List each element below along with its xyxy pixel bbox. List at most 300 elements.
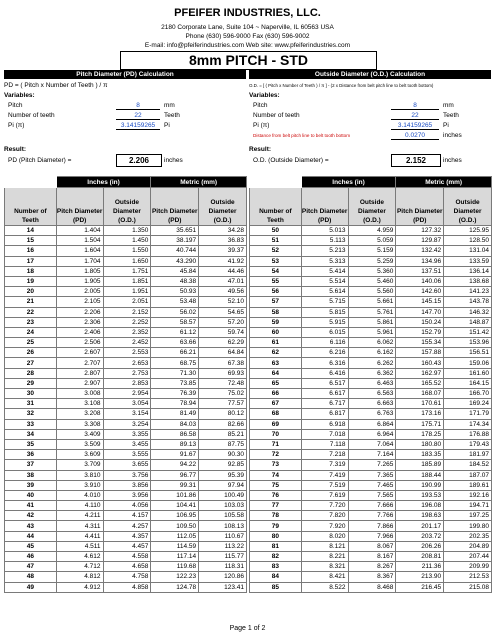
value-cell: 6.316: [301, 358, 348, 368]
value-cell: 5.159: [348, 246, 396, 256]
value-cell: 3.455: [103, 439, 151, 449]
teeth-cell: 81: [250, 541, 302, 551]
value-cell: 192.16: [444, 490, 492, 500]
value-cell: 3.856: [103, 480, 151, 490]
table-row: [5, 307, 247, 317]
value-cell: 3.555: [103, 450, 151, 460]
teeth-cell: 76: [250, 490, 302, 500]
teeth-cell: 20: [5, 287, 57, 297]
teeth-cell: 57: [250, 297, 302, 307]
value-cell: 95.39: [199, 470, 247, 480]
teeth-cell: 59: [250, 317, 302, 327]
value-cell: 133.59: [444, 256, 492, 266]
table-row: [5, 552, 247, 562]
value-cell: 2.005: [56, 287, 103, 297]
od-distance-value[interactable]: 0.0270: [391, 132, 439, 140]
value-cell: 164.15: [444, 378, 492, 388]
teeth-cell: 27: [5, 358, 57, 368]
value-cell: 215.08: [444, 582, 492, 592]
value-cell: 94.22: [151, 460, 199, 470]
value-cell: 7.866: [348, 521, 396, 531]
value-cell: 137.51: [396, 266, 444, 276]
value-cell: 8.167: [348, 552, 396, 562]
value-cell: 185.89: [396, 460, 444, 470]
inches-header: Inches (in): [301, 177, 396, 188]
table-row: [5, 490, 247, 500]
value-cell: 78.94: [151, 399, 199, 409]
value-cell: 2.152: [103, 307, 151, 317]
value-cell: 208.81: [396, 552, 444, 562]
value-cell: 181.97: [444, 450, 492, 460]
inches-header: Inches (in): [56, 177, 151, 188]
value-cell: 57.20: [199, 317, 247, 327]
value-cell: 123.41: [199, 582, 247, 592]
value-cell: 7.465: [348, 480, 396, 490]
value-cell: 90.30: [199, 450, 247, 460]
value-cell: 8.321: [301, 562, 348, 572]
pd-calc-panel: [4, 80, 246, 170]
pd-pitch-unit: mm: [164, 102, 175, 109]
value-cell: 2.452: [103, 338, 151, 348]
value-cell: 155.34: [396, 338, 444, 348]
value-cell: 4.311: [56, 521, 103, 531]
value-cell: 6.116: [301, 338, 348, 348]
company-phone: Phone (630) 596-9000 Fax (630) 596-9002: [185, 33, 310, 40]
teeth-cell: 70: [250, 429, 302, 439]
value-cell: 5.313: [301, 256, 348, 266]
value-cell: 3.154: [103, 409, 151, 419]
value-cell: 75.02: [199, 389, 247, 399]
value-cell: 4.511: [56, 541, 103, 551]
metric-header: Metric (mm): [151, 177, 247, 188]
value-cell: 142.60: [396, 287, 444, 297]
value-cell: 40.744: [151, 246, 199, 256]
value-cell: 202.35: [444, 531, 492, 541]
teeth-cell: 30: [5, 389, 57, 399]
table-row: [5, 276, 247, 286]
teeth-cell: 74: [250, 470, 302, 480]
value-cell: 58.57: [151, 317, 199, 327]
teeth-cell: 40: [5, 490, 57, 500]
value-cell: 148.87: [444, 317, 492, 327]
value-cell: 4.658: [103, 562, 151, 572]
table-row: [250, 226, 492, 236]
value-cell: 103.03: [199, 501, 247, 511]
value-cell: 187.07: [444, 470, 492, 480]
value-cell: 7.820: [301, 511, 348, 521]
table-row: [5, 480, 247, 490]
pd-pitch-label: Pitch: [8, 102, 23, 109]
value-cell: 157.88: [396, 348, 444, 358]
od-pitch-label: Pitch: [253, 102, 268, 109]
teeth-cell: 44: [5, 531, 57, 541]
value-cell: 4.257: [103, 521, 151, 531]
value-cell: 134.96: [396, 256, 444, 266]
value-cell: 183.35: [396, 450, 444, 460]
value-cell: 38.197: [151, 236, 199, 246]
teeth-cell: 80: [250, 531, 302, 541]
value-cell: 211.36: [396, 562, 444, 572]
value-cell: 62.29: [199, 338, 247, 348]
value-cell: 3.308: [56, 419, 103, 429]
value-cell: 6.463: [348, 378, 396, 388]
table-row: [5, 419, 247, 429]
value-cell: 2.753: [103, 368, 151, 378]
table-row: [5, 470, 247, 480]
value-cell: 1.450: [103, 236, 151, 246]
teeth-cell: 61: [250, 338, 302, 348]
teeth-column-header: Number of Teeth: [250, 188, 302, 226]
value-cell: 131.04: [444, 246, 492, 256]
value-cell: 6.216: [301, 348, 348, 358]
value-cell: 6.617: [301, 389, 348, 399]
value-cell: 5.113: [301, 236, 348, 246]
teeth-cell: 62: [250, 348, 302, 358]
value-cell: 207.44: [444, 552, 492, 562]
value-cell: 5.761: [348, 307, 396, 317]
value-cell: 132.42: [396, 246, 444, 256]
value-cell: 3.254: [103, 419, 151, 429]
value-cell: 150.24: [396, 317, 444, 327]
value-cell: 7.619: [301, 490, 348, 500]
value-cell: 4.758: [103, 572, 151, 582]
value-cell: 5.560: [348, 287, 396, 297]
value-cell: 152.79: [396, 327, 444, 337]
teeth-cell: 83: [250, 562, 302, 572]
table-row: [250, 368, 492, 378]
value-cell: 5.213: [301, 246, 348, 256]
od-pi-label: Pi (π): [253, 122, 270, 129]
value-cell: 190.99: [396, 480, 444, 490]
value-cell: 3.355: [103, 429, 151, 439]
value-cell: 5.961: [348, 327, 396, 337]
value-cell: 4.612: [56, 552, 103, 562]
value-cell: 84.03: [151, 419, 199, 429]
teeth-cell: 75: [250, 480, 302, 490]
value-cell: 89.13: [151, 439, 199, 449]
value-cell: 174.34: [444, 419, 492, 429]
value-cell: 5.514: [301, 276, 348, 286]
teeth-cell: 26: [5, 348, 57, 358]
value-cell: 178.25: [396, 429, 444, 439]
od-mm-column-header: Outside Diameter (O.D.): [444, 188, 492, 226]
value-cell: 45.84: [151, 266, 199, 276]
table-row: [5, 501, 247, 511]
value-cell: 6.864: [348, 419, 396, 429]
table-row: [5, 368, 247, 378]
value-cell: 145.15: [396, 297, 444, 307]
pd-teeth-value[interactable]: 22: [116, 112, 160, 120]
value-cell: 4.056: [103, 501, 151, 511]
value-cell: 4.157: [103, 511, 151, 521]
page-number: Page 1 of 2: [229, 625, 266, 632]
value-cell: 7.164: [348, 450, 396, 460]
value-cell: 118.31: [199, 562, 247, 572]
value-cell: 120.86: [199, 572, 247, 582]
table-row: [250, 582, 492, 592]
value-cell: 7.720: [301, 501, 348, 511]
teeth-cell: 58: [250, 307, 302, 317]
value-cell: 129.87: [396, 236, 444, 246]
value-cell: 161.60: [444, 368, 492, 378]
value-cell: 6.663: [348, 399, 396, 409]
pd-pi-label: Pi (π): [8, 122, 25, 129]
table-row: [250, 450, 492, 460]
value-cell: 109.50: [151, 521, 199, 531]
value-cell: 204.89: [444, 541, 492, 551]
teeth-cell: 22: [5, 307, 57, 317]
value-cell: 193.53: [396, 490, 444, 500]
table-row: [5, 266, 247, 276]
table-row: [250, 246, 492, 256]
table-row: [250, 389, 492, 399]
value-cell: 99.31: [151, 480, 199, 490]
teeth-cell: 73: [250, 460, 302, 470]
value-cell: 34.28: [199, 226, 247, 236]
value-cell: 8.421: [301, 572, 348, 582]
value-cell: 6.015: [301, 327, 348, 337]
value-cell: 5.915: [301, 317, 348, 327]
table-row: [5, 389, 247, 399]
value-cell: 199.80: [444, 521, 492, 531]
table-row: [5, 450, 247, 460]
value-cell: 2.105: [56, 297, 103, 307]
teeth-cell: 35: [5, 439, 57, 449]
value-cell: 8.468: [348, 582, 396, 592]
value-cell: 165.52: [396, 378, 444, 388]
od-pi-unit: Pi: [443, 122, 449, 129]
value-cell: 7.118: [301, 439, 348, 449]
table-row: [250, 552, 492, 562]
value-cell: 2.406: [56, 327, 103, 337]
od-pitch-value[interactable]: 8: [391, 102, 439, 110]
teeth-cell: 79: [250, 521, 302, 531]
value-cell: 4.959: [348, 226, 396, 236]
value-cell: 6.362: [348, 368, 396, 378]
value-cell: 108.13: [199, 521, 247, 531]
pd-pi-value: 3.14159265: [116, 122, 160, 130]
od-result-label: Result:: [249, 146, 272, 153]
value-cell: 3.756: [103, 470, 151, 480]
value-cell: 5.414: [301, 266, 348, 276]
table-row: [250, 531, 492, 541]
value-cell: 1.504: [56, 236, 103, 246]
table-row: [5, 572, 247, 582]
value-cell: 7.666: [348, 501, 396, 511]
table-row: [5, 226, 247, 236]
table-row: [5, 236, 247, 246]
pd-pitch-value[interactable]: 8: [116, 102, 160, 110]
value-cell: 6.162: [348, 348, 396, 358]
table-row: [250, 327, 492, 337]
teeth-cell: 39: [5, 480, 57, 490]
value-cell: 43.290: [151, 256, 199, 266]
value-cell: 6.717: [301, 399, 348, 409]
value-cell: 5.259: [348, 256, 396, 266]
value-cell: 1.350: [103, 226, 151, 236]
value-cell: 81.49: [151, 409, 199, 419]
value-cell: 8.221: [301, 552, 348, 562]
pd-teeth-label: Number of teeth: [8, 112, 55, 119]
teeth-cell: 16: [5, 246, 57, 256]
table-row: [5, 246, 247, 256]
value-cell: 5.614: [301, 287, 348, 297]
value-cell: 175.71: [396, 419, 444, 429]
table-row: [250, 490, 492, 500]
value-cell: 105.58: [199, 511, 247, 521]
table-row: [250, 317, 492, 327]
teeth-cell: 84: [250, 572, 302, 582]
value-cell: 198.63: [396, 511, 444, 521]
od-teeth-unit: Teeth: [443, 112, 459, 119]
value-cell: 188.44: [396, 470, 444, 480]
value-cell: 122.23: [151, 572, 199, 582]
value-cell: 213.90: [396, 572, 444, 582]
value-cell: 8.067: [348, 541, 396, 551]
value-cell: 71.30: [151, 368, 199, 378]
value-cell: 1.851: [103, 276, 151, 286]
teeth-cell: 69: [250, 419, 302, 429]
teeth-cell: 29: [5, 378, 57, 388]
teeth-cell: 32: [5, 409, 57, 419]
value-cell: 7.966: [348, 531, 396, 541]
teeth-cell: 71: [250, 439, 302, 449]
value-cell: 59.74: [199, 327, 247, 337]
table-row: [250, 348, 492, 358]
value-cell: 7.766: [348, 511, 396, 521]
pd-in-column-header: Pitch Diameter (PD): [301, 188, 348, 226]
teeth-cell: 43: [5, 521, 57, 531]
teeth-cell: 19: [5, 276, 57, 286]
table-row: [250, 358, 492, 368]
value-cell: 100.49: [199, 490, 247, 500]
teeth-cell: 52: [250, 246, 302, 256]
teeth-cell: 63: [250, 358, 302, 368]
pd-teeth-unit: Teeth: [164, 112, 180, 119]
value-cell: 189.61: [444, 480, 492, 490]
value-cell: 2.306: [56, 317, 103, 327]
value-cell: 171.79: [444, 409, 492, 419]
value-cell: 35.651: [151, 226, 199, 236]
od-teeth-value[interactable]: 22: [391, 112, 439, 120]
blank-header-cell: [5, 177, 57, 188]
pd-result-value: 2.206: [116, 154, 162, 167]
value-cell: 106.95: [151, 511, 199, 521]
value-cell: 48.38: [151, 276, 199, 286]
value-cell: 169.24: [444, 399, 492, 409]
value-cell: 7.565: [348, 490, 396, 500]
value-cell: 143.78: [444, 297, 492, 307]
value-cell: 41.92: [199, 256, 247, 266]
value-cell: 110.67: [199, 531, 247, 541]
od-in-column-header: Outside Diameter (O.D.): [103, 188, 151, 226]
value-cell: 6.918: [301, 419, 348, 429]
teeth-cell: 17: [5, 256, 57, 266]
value-cell: 1.805: [56, 266, 103, 276]
teeth-cell: 64: [250, 368, 302, 378]
table-row: [250, 378, 492, 388]
value-cell: 7.018: [301, 429, 348, 439]
value-cell: 39.37: [199, 246, 247, 256]
value-cell: 151.42: [444, 327, 492, 337]
od-teeth-label: Number of teeth: [253, 112, 300, 119]
value-cell: 2.553: [103, 348, 151, 358]
teeth-cell: 53: [250, 256, 302, 266]
teeth-cell: 41: [5, 501, 57, 511]
teeth-cell: 46: [5, 552, 57, 562]
value-cell: 104.41: [151, 501, 199, 511]
value-cell: 112.05: [151, 531, 199, 541]
pd-result-name: PD (Pitch Diameter) =: [8, 157, 72, 164]
value-cell: 2.051: [103, 297, 151, 307]
teeth-cell: 50: [250, 226, 302, 236]
value-cell: 179.43: [444, 439, 492, 449]
table-row: [5, 541, 247, 551]
value-cell: 8.121: [301, 541, 348, 551]
pd-mm-column-header: Pitch Diameter (PD): [396, 188, 444, 226]
value-cell: 136.14: [444, 266, 492, 276]
teeth-cell: 49: [5, 582, 57, 592]
value-cell: 53.48: [151, 297, 199, 307]
value-cell: 8.522: [301, 582, 348, 592]
value-cell: 4.110: [56, 501, 103, 511]
value-cell: 2.206: [56, 307, 103, 317]
teeth-cell: 21: [5, 297, 57, 307]
value-cell: 3.655: [103, 460, 151, 470]
value-cell: 168.07: [396, 389, 444, 399]
teeth-cell: 15: [5, 236, 57, 246]
value-cell: 114.59: [151, 541, 199, 551]
table-row: [5, 297, 247, 307]
value-cell: 77.57: [199, 399, 247, 409]
table-row: [5, 399, 247, 409]
teeth-cell: 47: [5, 562, 57, 572]
value-cell: 1.650: [103, 256, 151, 266]
value-cell: 146.32: [444, 307, 492, 317]
od-pi-value: 3.14159265: [391, 122, 439, 130]
table-row: [250, 276, 492, 286]
value-cell: 119.68: [151, 562, 199, 572]
value-cell: 66.21: [151, 348, 199, 358]
table-row: [250, 572, 492, 582]
teeth-cell: 34: [5, 429, 57, 439]
value-cell: 50.93: [151, 287, 199, 297]
value-cell: 1.905: [56, 276, 103, 286]
table-row: [250, 460, 492, 470]
teeth-cell: 42: [5, 511, 57, 521]
table-row: [5, 317, 247, 327]
pd-pi-unit: Pi: [164, 122, 170, 129]
value-cell: 7.419: [301, 470, 348, 480]
table-row: [5, 327, 247, 337]
table-row: [5, 429, 247, 439]
value-cell: 196.08: [396, 501, 444, 511]
value-cell: 184.52: [444, 460, 492, 470]
value-cell: 170.61: [396, 399, 444, 409]
table-row: [250, 307, 492, 317]
value-cell: 4.712: [56, 562, 103, 572]
value-cell: 36.83: [199, 236, 247, 246]
value-cell: 141.23: [444, 287, 492, 297]
value-cell: 115.77: [199, 552, 247, 562]
teeth-cell: 55: [250, 276, 302, 286]
table-row: [5, 287, 247, 297]
od-pitch-unit: mm: [443, 102, 454, 109]
table-row: [5, 531, 247, 541]
value-cell: 73.85: [151, 378, 199, 388]
od-formula: O.D. = [ ( Pitch x Number of Teeth ) / π ] - (2 x Distance from belt pitch line to belt tooth bottom): [249, 83, 434, 88]
value-cell: 4.211: [56, 511, 103, 521]
